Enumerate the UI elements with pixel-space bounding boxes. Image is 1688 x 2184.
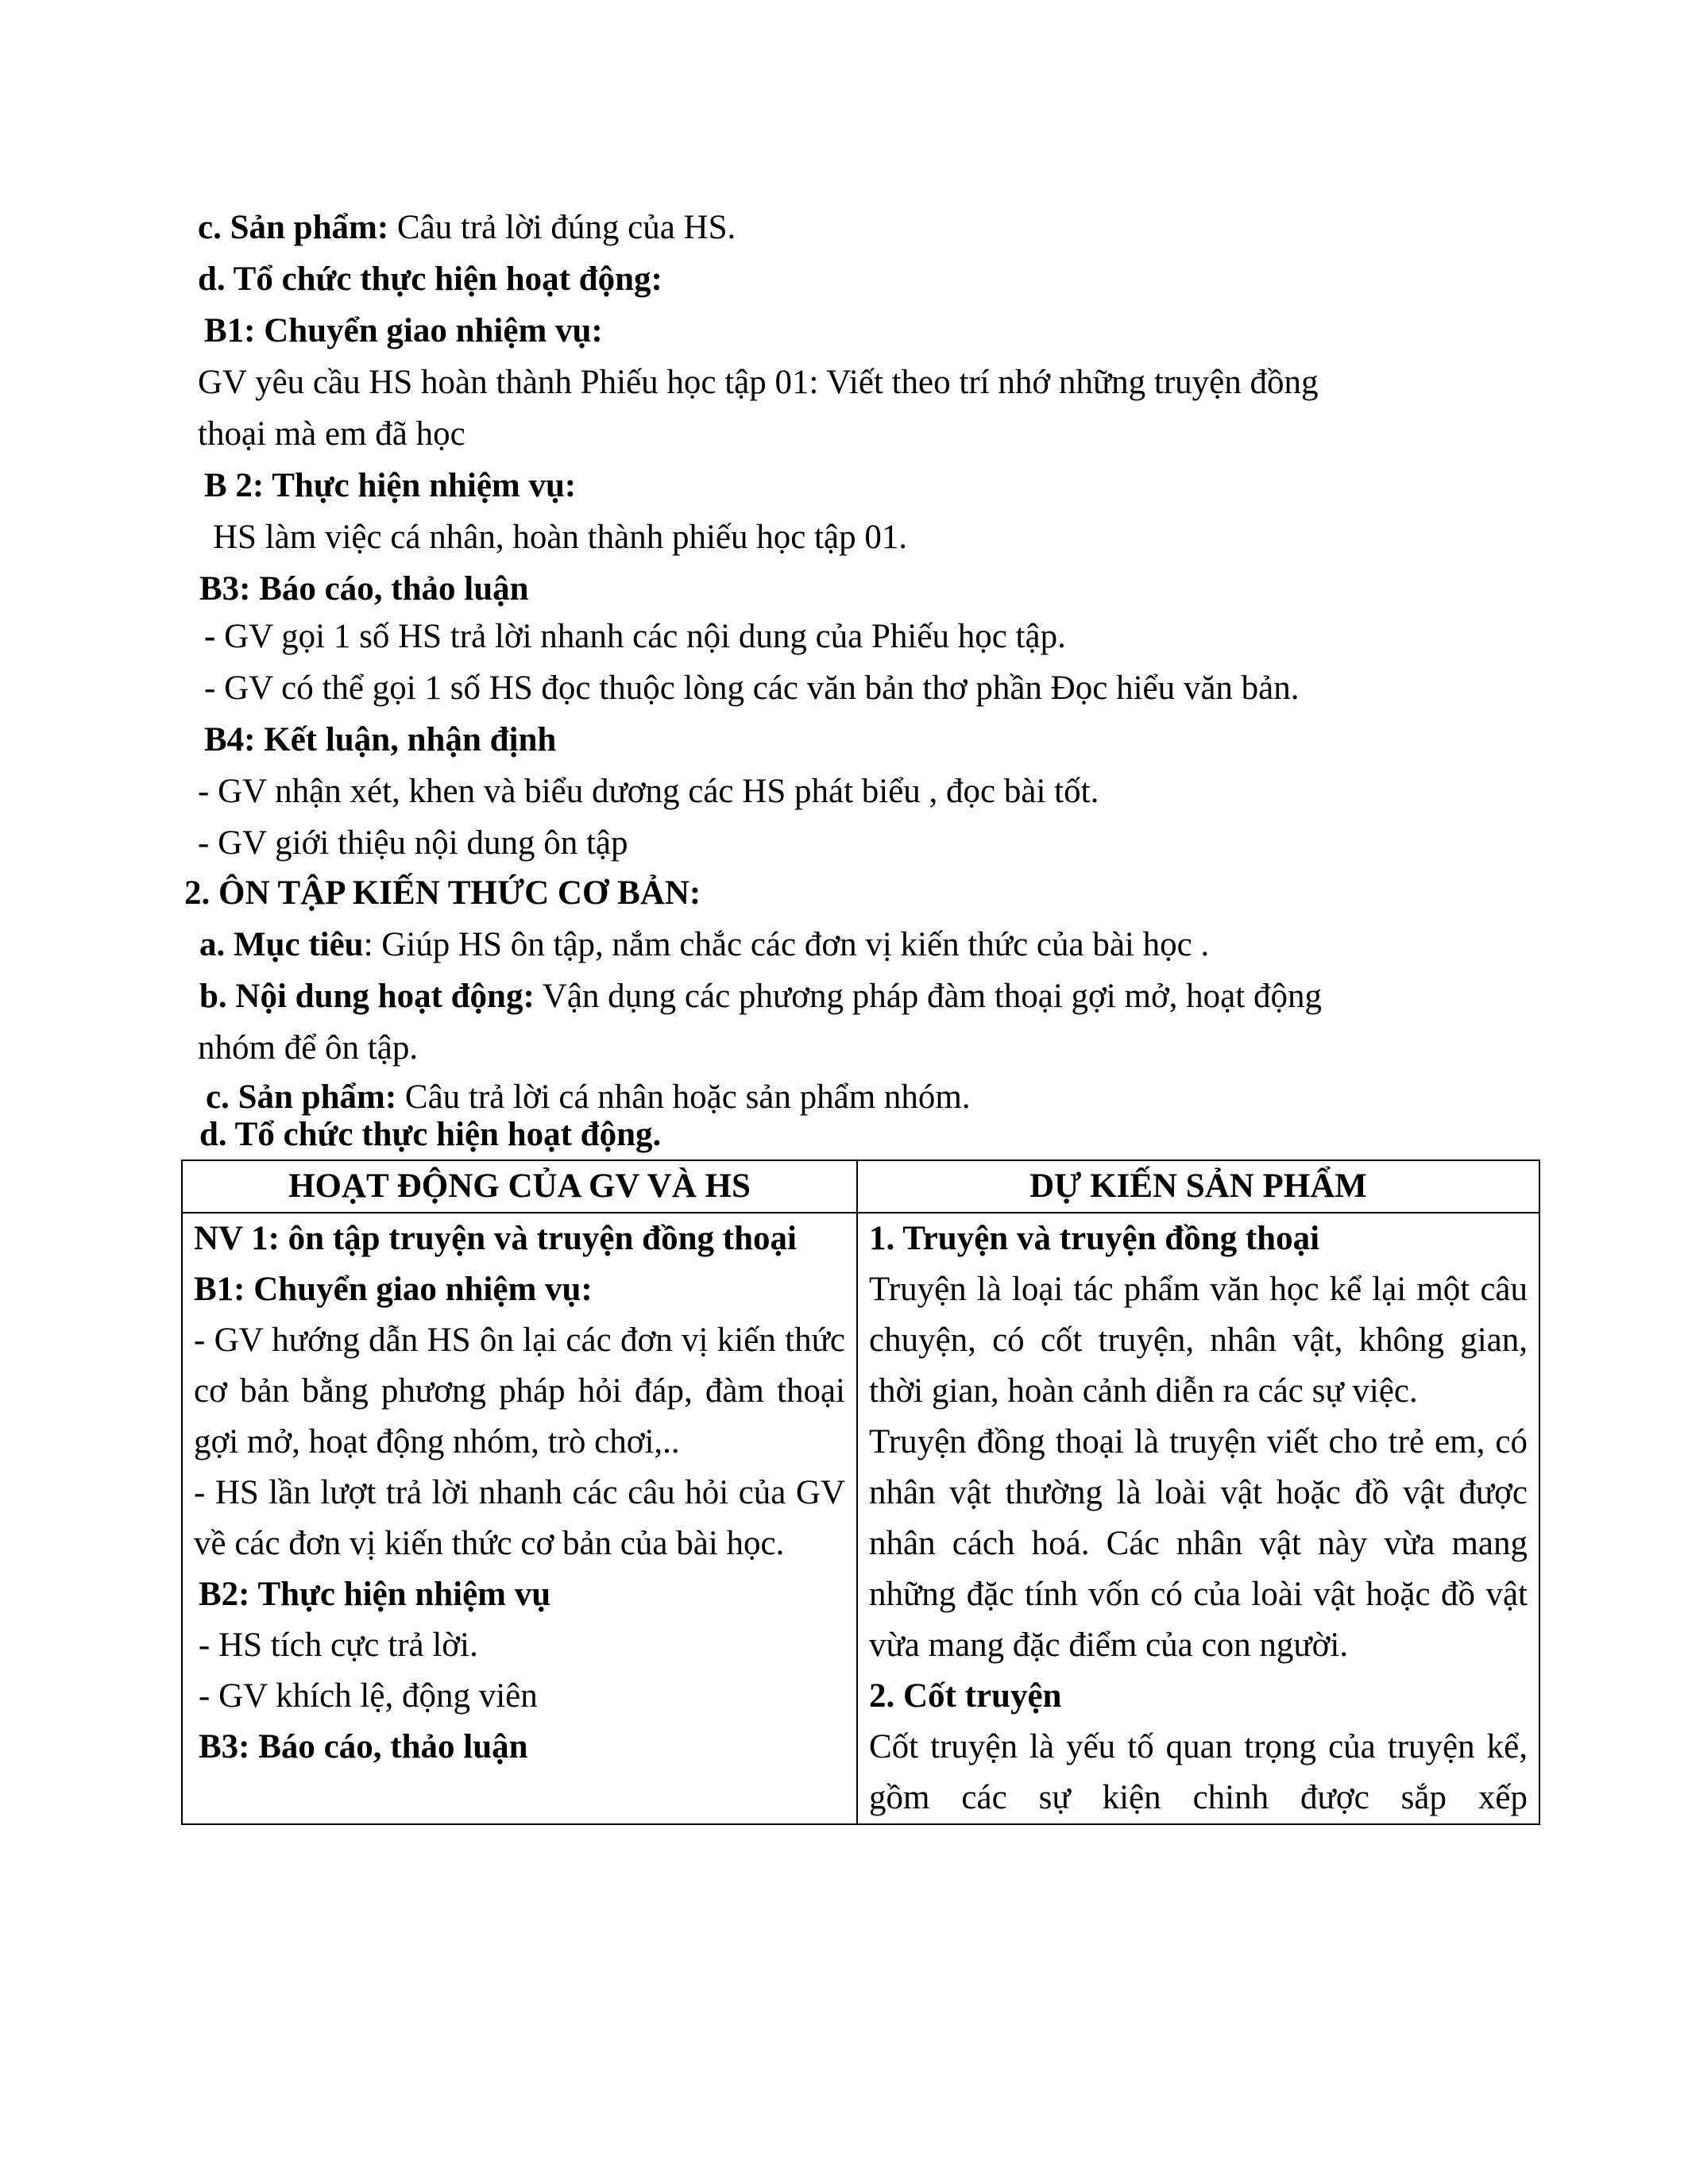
activity-table bbox=[181, 1160, 1540, 1825]
left-b1-text-1: - GV hướng dẫn HS ôn lại các đơn vị kiến thức cơ bản bằng phương pháp hỏi đáp, đàm thoại gợi mở, hoạt động nhóm, trò chơi,.. bbox=[194, 1322, 845, 1461]
table-header-row bbox=[182, 1160, 1539, 1213]
b3-heading: B3: Báo cáo, thảo luận bbox=[199, 570, 529, 608]
content-line-1 bbox=[199, 971, 1322, 1022]
b1-text-line-2: thoại mà em đã học bbox=[198, 415, 465, 453]
right-paragraph-3: Cốt truyện là yếu tố quan trọng của truyện kể, gồm các sự kiện chinh được sắp xếp bbox=[869, 1728, 1528, 1816]
left-b1-text-2: - HS lần lượt trả lời nhanh các câu hỏi của GV về các đơn vị kiến thức cơ bản của bài học. bbox=[194, 1474, 845, 1562]
goal-line bbox=[199, 920, 1209, 970]
b3-text-line-1 bbox=[204, 612, 1066, 662]
left-b1-heading: B1: Chuyển giao nhiệm vụ: bbox=[194, 1271, 593, 1308]
table-row bbox=[182, 1213, 1539, 1824]
left-b2-text-2: - GV khích lệ, động viên bbox=[199, 1677, 538, 1715]
b2-text: HS làm việc cá nhân, hoàn thành phiếu học tập 01. bbox=[213, 519, 908, 556]
goal-label: a. Mục tiêu bbox=[199, 926, 364, 963]
b1-text-line-1: GV yêu cầu HS hoàn thành Phiếu học tập 01: Viết theo trí nhớ những truyện đồng bbox=[198, 364, 1319, 401]
content-label: b. Nội dung hoạt động: bbox=[199, 978, 535, 1015]
b3-dash: - bbox=[204, 618, 216, 655]
b3-text-line-2: - GV có thể gọi 1 số HS đọc thuộc lòng các văn bản thơ phần Đọc hiểu văn bản. bbox=[204, 669, 1300, 707]
left-b3-heading: B3: Báo cáo, thảo luận bbox=[199, 1728, 528, 1765]
organize2-heading: d. Tổ chức thực hiện hoạt động. bbox=[199, 1116, 662, 1153]
organize-heading: d. Tổ chức thực hiện hoạt động: bbox=[198, 260, 662, 298]
left-b2-heading: B2: Thực hiện nhiệm vụ bbox=[199, 1576, 551, 1613]
header-expected-products: DỰ KIẾN SẢN PHẨM bbox=[857, 1160, 1539, 1213]
section2-heading: 2. ÔN TẬP KIẾN THỨC CƠ BẢN: bbox=[184, 874, 701, 912]
b2-heading: B 2: Thực hiện nhiệm vụ: bbox=[204, 467, 577, 504]
activities-cell bbox=[182, 1213, 857, 1824]
b3-text-1: GV gọi 1 số HS trả lời nhanh các nội dung của Phiếu học tập. bbox=[215, 618, 1066, 655]
right-paragraph-1: Truyện là loại tác phẩm văn học kể lại một câu chuyện, có cốt truyện, nhân vật, không gian, thời gian, hoàn cảnh diễn ra các sự việc. bbox=[869, 1271, 1528, 1410]
product2-label: c. Sản phẩm: bbox=[206, 1078, 397, 1116]
content-line-2: nhóm để ôn tập. bbox=[198, 1029, 419, 1067]
expected-products-cell bbox=[857, 1213, 1539, 1824]
b4-text-line-2: - GV giới thiệu nội dung ôn tập bbox=[198, 824, 628, 862]
b1-heading: B1: Chuyển giao nhiệm vụ: bbox=[204, 312, 603, 349]
right-heading-2: 2. Cốt truyện bbox=[869, 1677, 1062, 1715]
nv1-heading: NV 1: ôn tập truyện và truyện đồng thoại bbox=[194, 1220, 797, 1257]
product2-text: Câu trả lời cá nhân hoặc sản phẩm nhóm. bbox=[396, 1078, 971, 1116]
right-heading-1: 1. Truyện và truyện đồng thoại bbox=[869, 1220, 1320, 1257]
b4-text-line-1: - GV nhận xét, khen và biểu dương các HS phát biểu , đọc bài tốt. bbox=[198, 773, 1099, 810]
goal-text: : Giúp HS ôn tập, nắm chắc các đơn vị kiến thức của bài học . bbox=[363, 926, 1210, 963]
right-paragraph-2: Truyện đồng thoại là truyện viết cho trẻ em, có nhân vật thường là loài vật hoặc đồ vật được nhân cách hoá. Các nhân vật này vừa mang những đặc tính vốn có của loài vật hoặc đồ vật vừa mang đặc điểm của con người. bbox=[869, 1423, 1528, 1664]
b4-heading: B4: Kết luận, nhận định bbox=[204, 721, 557, 758]
left-b2-text-1: - HS tích cực trả lời. bbox=[199, 1626, 478, 1664]
content-text-1: Vận dụng các phương pháp đàm thoại gợi mở, hoạt động bbox=[534, 978, 1322, 1015]
header-activities: HOẠT ĐỘNG CỦA GV VÀ HS bbox=[182, 1160, 857, 1213]
product-text: Câu trả lời đúng của HS. bbox=[388, 209, 736, 246]
product-line bbox=[198, 203, 736, 253]
product-label: c. Sản phẩm: bbox=[198, 209, 389, 246]
